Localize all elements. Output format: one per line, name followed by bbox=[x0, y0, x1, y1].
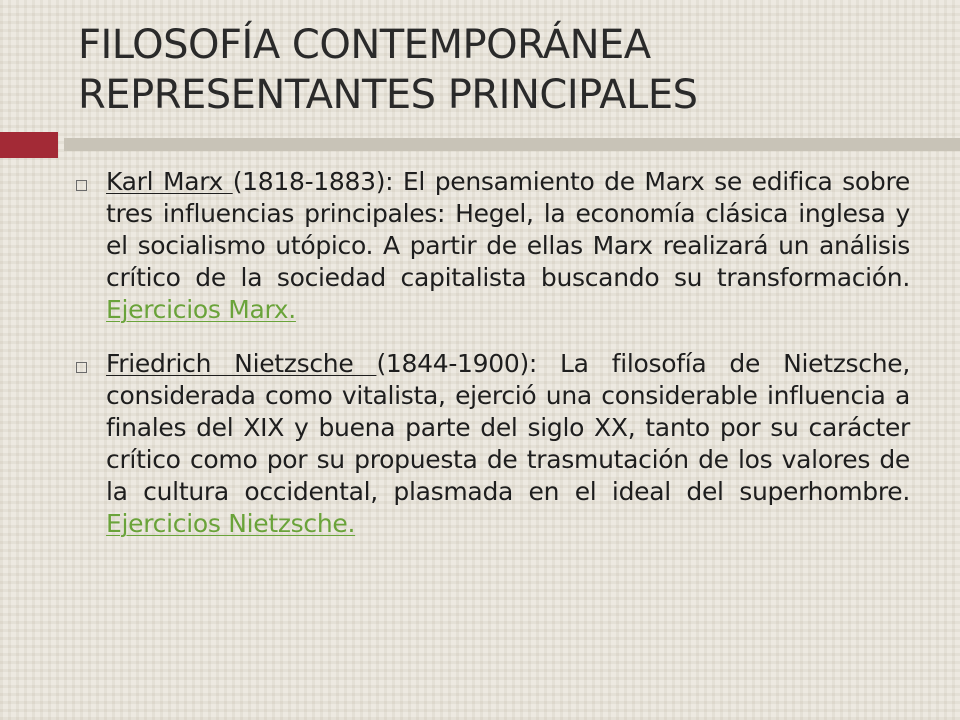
square-bullet-icon bbox=[76, 362, 87, 373]
accent-bar bbox=[0, 132, 58, 158]
author-name: Friedrich Nietzsche bbox=[106, 349, 377, 378]
title-line-2: REPRESENTANTES PRINCIPALES bbox=[78, 72, 698, 118]
divider-bar bbox=[64, 138, 960, 151]
bullet-list bbox=[72, 166, 910, 562]
item-text bbox=[106, 166, 910, 326]
item-description: (1818-1883): El pensamiento de Marx se edifica sobre tres influencias principales: Hegel, la economía clásica inglesa y el socialismo utópico. A partir de ellas Marx realizará un análisis crítico de la sociedad capitalista buscando su transformación. bbox=[106, 167, 910, 292]
list-item-nietzsche bbox=[72, 348, 910, 540]
list-item-marx bbox=[72, 166, 910, 326]
item-description: (1844-1900): La filosofía de Nietzsche, considerada como vitalista, ejerció una considerable influencia a finales del XIX y buena parte del siglo XX, tanto por su carácter crítico como por su propuesta de trasmutación de los valores de la cultura occidental, plasmada en el ideal del superhombre. bbox=[106, 349, 910, 506]
item-text bbox=[106, 348, 910, 540]
title-line-1: FILOSOFÍA CONTEMPORÁNEA bbox=[78, 22, 651, 68]
square-bullet-icon bbox=[76, 180, 87, 191]
exercises-link-nietzsche[interactable]: Ejercicios Nietzsche. bbox=[106, 509, 356, 538]
slide-title bbox=[78, 20, 938, 120]
author-name: Karl Marx bbox=[106, 167, 233, 196]
exercises-link-marx[interactable]: Ejercicios Marx. bbox=[106, 295, 296, 324]
